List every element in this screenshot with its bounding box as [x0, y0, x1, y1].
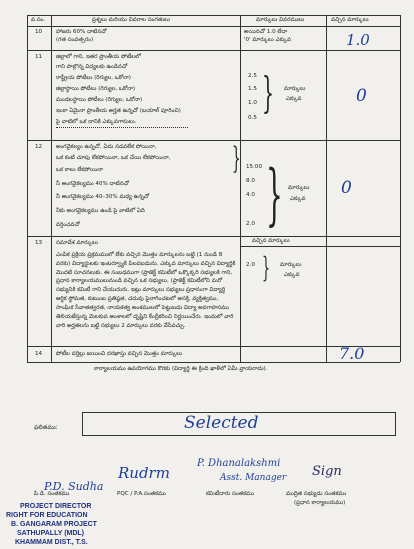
row-10-bottom-border — [27, 50, 400, 51]
member-signature-role: (ప్రధాన కార్యాలయము) — [294, 500, 346, 506]
row-12-question-line: వర్తించవచో — [56, 222, 80, 228]
row-12-marks-value: 15.00 — [246, 164, 263, 170]
row-12-brace: } — [266, 156, 283, 233]
table-right-border — [400, 15, 401, 362]
row-12-question-line: ఒక కంటి చూపు లేకపోయినా, ఒక చేయి లేకపోయినా, — [56, 155, 171, 161]
committee-signature-line: P. Dhanalakshmi — [197, 458, 281, 469]
row-11-underline — [56, 127, 188, 128]
row-12-marks-label: ఎక్కువ — [290, 196, 306, 202]
row-10-question-line: హాజరు 60% దాటినచో — [56, 29, 107, 35]
row-13-marks-label: ఎక్కువ — [284, 272, 300, 278]
project-director-stamp-line: SATHUPALLY (MDL) — [17, 530, 85, 537]
project-director-stamp-line: PROJECT DIRECTOR — [20, 503, 92, 510]
row-13-title: సమావేశ మార్కులు — [56, 240, 98, 246]
row-11-question-line: పై వాటిలో ఒక దానికి ఎక్కువగానులు. — [56, 119, 137, 125]
row-12-question-line: నీ అంగవైకల్యము 40% దాటినచో — [56, 181, 129, 187]
member-signature: Sign — [312, 464, 342, 479]
row-11-question-line: జిల్లాలో గాని, ఇతర ప్రాంతీయ పోటీలలో — [56, 54, 141, 60]
row-10-marks-given: 1.0 — [346, 31, 370, 49]
result-value: Selected — [184, 413, 259, 433]
row-12-marks-label: మార్కులు — [288, 185, 310, 191]
row-11-marks-given: 0 — [356, 86, 367, 106]
column-divider-no — [51, 15, 52, 362]
row-11-number: 11 — [35, 54, 43, 60]
row-11-marks-label: మార్కులు — [284, 86, 306, 92]
row-11-marks-value: 1.0 — [248, 100, 257, 106]
column-divider-marks — [326, 15, 327, 362]
row-12-number: 12 — [35, 144, 43, 150]
row-11-brace: } — [262, 68, 275, 117]
row-12-marks-given: 0 — [341, 178, 352, 198]
pd-signature-role: పి.డి. సంతకము — [34, 491, 70, 497]
row-11-marks-label: ఎక్కువ — [286, 96, 302, 102]
row-14-marks-given: 7.0 — [339, 344, 365, 363]
row-11-bottom-border — [27, 140, 400, 141]
row-12-marks-value: 4.0 — [246, 192, 255, 198]
committee-signature-line: Asst. Manager — [220, 473, 287, 483]
row-11-question-line: మండలస్థాయి పోటీలు (రెగ్యుల, ఒకోనా) — [56, 97, 143, 103]
header-col-marks-detail: మార్కులు వివరములు — [256, 17, 305, 23]
row-13-marks-value: 2.0 — [246, 262, 255, 268]
row-12-question-brace: } — [232, 141, 241, 176]
row-13-description: ఎంపిక ప్రక్రియ ప్రక్రమములో లేకు వచ్చిన మొత్తం మార్కులను బట్టి (1 నుండి 8 వరకు) విద్యార్థులకు ఇంటర్వ్యూకి పిలవబడును. ఎక్కువ మార్కులు వచ్చిన విద్యార్థికి మొదటి సూచనలుకు. ఈ సంబధముగా (ప్రాజెక్ట్ కమిటీలో ఒక్కొక్కరి సభ్యులకి గాని, ప్రధాన కార్యాలయములునుండి వచ్చిన ఒక సభ్యులు, (ప్రాజెక్ట్ కమిటీలోని మరో సభ్యునికి కమిటీ గాని చేయుదురు. ఇట్లు మార్కులు సభ్యులు ప్రధానంగా విద్యార్థి ఆర్థిక స్థోమత, కుటుంబ ప్రతిష్ఠత, చదువు పైనాగించటలో అసక్తి, వ్యక్తిత్వము, సాంఘిక సేవాతత్వరత, నాయకత్వ అంశములలో పెట్టుబడు విద్యా అవగాహనము తెలియజేస్తున్న మెలకువ అంశాలలో దృష్టిని కేంద్రీకరించి నిర్ణయించేరు. ఇందులో వారి వారి అర్హతలను బట్టి సభ్యులు 2 మార్కులు వరకు వేసేవచ్చు. — [56, 252, 236, 329]
office-use-note: కార్యాలయము ఉపయోగము కొరకు (విద్యార్థి ఈ క్రింది ఖాళీలో ఏమీ వ్రాయరాదు). — [94, 366, 268, 372]
row-11-question-line: రాష్ట్రీయ పోటీలు (రెగ్యుల, ఒకోనా) — [56, 75, 131, 81]
row-12-question-line: ఒక కాలు లేకపోయినా — [56, 167, 103, 173]
poc-signature: Rudrm — [118, 464, 170, 482]
row-10-number: 10 — [35, 29, 43, 35]
row-10-marks-detail: '0' మార్కులు ఎక్కువ — [244, 37, 292, 43]
row-11-question-line: జిల్లాస్థాయి పోటీలు (రెగ్యుల, ఒకోనా) — [56, 86, 136, 92]
row-11-question-line: ఇంకా ఏమైనా ప్రాంతీయ అర్హత ఉన్నచో (బయాల్ పూరించి) — [56, 108, 181, 114]
row-12-bottom-border — [27, 236, 400, 237]
row-10-question-line: (గత సంవత్సరం) — [56, 37, 94, 43]
row-12-marks-value: 8.0 — [246, 178, 255, 184]
row-13-marks-label: మార్కులు — [280, 262, 302, 268]
row-14-number: 14 — [35, 351, 43, 357]
row-12-question-line: నీ అంగవైకల్యము 40–30% మధ్య ఉన్నచో — [56, 194, 150, 200]
row-13-subheader-border — [240, 246, 400, 247]
column-divider-question — [240, 15, 241, 362]
member-signature-role: ముద్రిత సభ్యుడు సంతకము — [286, 491, 347, 497]
committee-signature-role: కమిటీదారు సంతకము — [206, 491, 254, 497]
poc-signature-role: PQC / P.A.సంతకము — [117, 491, 166, 497]
row-10-marks-detail: అయినచో 1.0 లేదా — [244, 29, 288, 35]
pd-signature: P.D. Sudha — [44, 480, 104, 493]
row-11-question-line: గాని పాల్గొన్న విద్యలకు ఉండినచో — [56, 64, 128, 70]
row-11-marks-value: 0.5 — [248, 115, 257, 121]
row-12-question-line: అంగవైకల్యం ఉన్నచో, ఏదు నడవలేక పోయినా, — [56, 144, 157, 150]
row-13-number: 13 — [35, 240, 43, 246]
row-13-subheader: వచ్చిన మార్కులు — [252, 238, 290, 244]
project-director-stamp-line: B. GANGARAM PROJECT — [11, 521, 97, 528]
header-col-question: ప్రశ్నలు మరియు వివరాల సంగతులు — [92, 17, 170, 23]
row-14-question: పోటీల వర్తిల్లు జయించి దరఖాస్తు వచ్చిన మొత్తం మార్కులు — [56, 351, 183, 357]
table-top-border — [27, 15, 400, 16]
table-left-border — [27, 15, 28, 362]
project-director-stamp-line: RIGHT FOR EDUCATION — [6, 512, 88, 519]
header-col-marks-given: వచ్చిన మార్కులు — [331, 17, 369, 23]
row-11-marks-value: 1.5 — [248, 86, 257, 92]
project-director-stamp-line: KHAMMAM DIST., T.S. — [15, 539, 88, 546]
header-col-no: వ.సం. — [31, 17, 46, 23]
header-bottom-border — [27, 26, 400, 27]
row-12-marks-value: 2.0 — [246, 221, 255, 227]
row-11-marks-value: 2.5 — [248, 73, 257, 79]
row-12-question-line: నీకు అంగవైకల్యము ఉండి పై వాటిలో ఏది — [56, 208, 145, 214]
result-label: ఫలితము: — [34, 424, 58, 431]
row-13-brace: } — [262, 251, 271, 284]
